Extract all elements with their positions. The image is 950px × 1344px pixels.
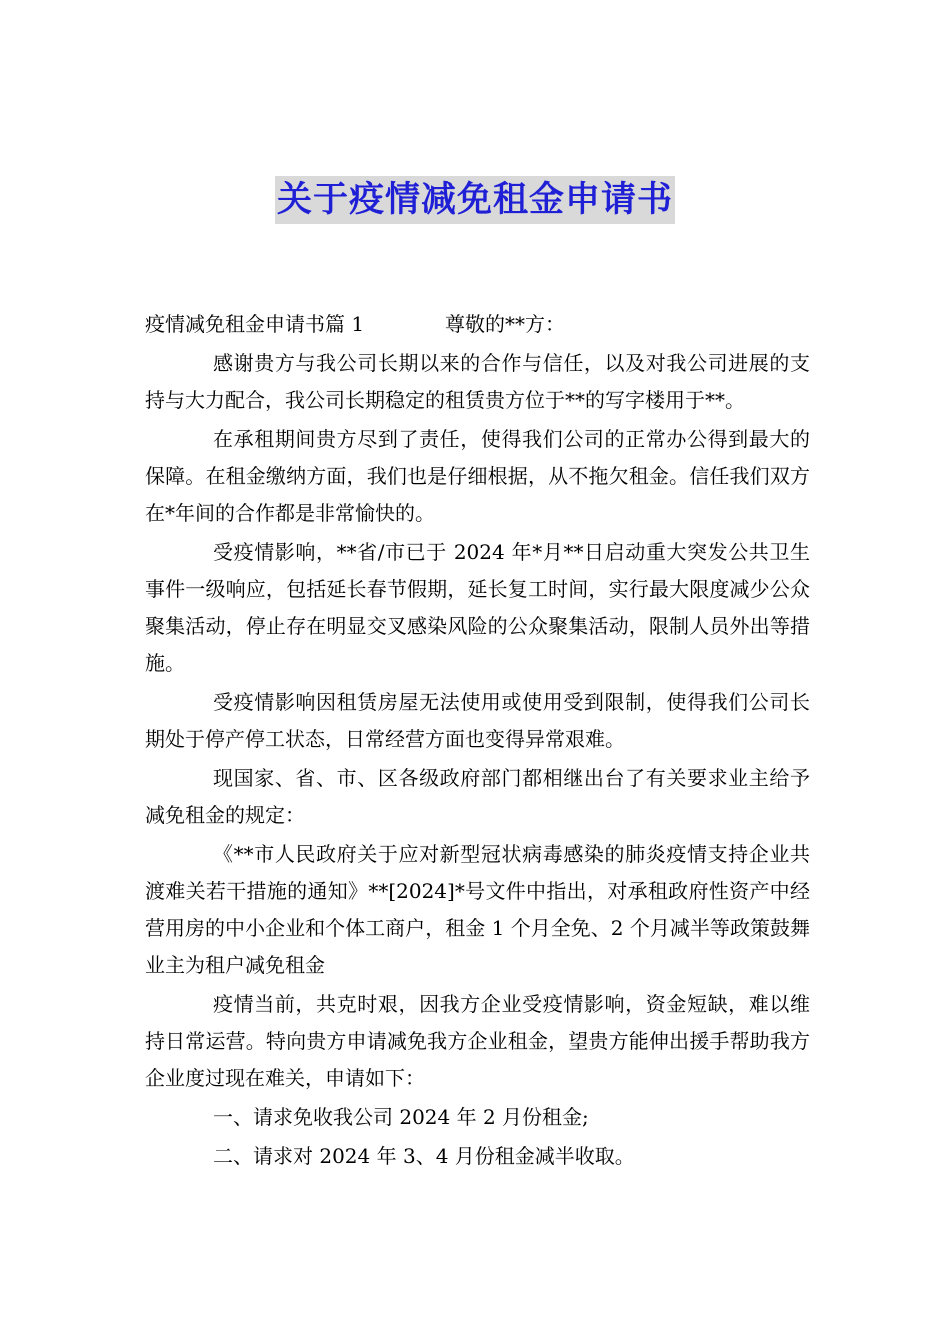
- document-title: 关于疫情减免租金申请书: [275, 176, 675, 224]
- request-item-2: 二、请求对 2024 年 3、4 月份租金减半收取。: [213, 1144, 635, 1168]
- paragraph-4: 受疫情影响因租赁房屋无法使用或使用受到限制，使得我们公司长期处于停产停工状态，日常经营方面也变得异常艰难。: [145, 690, 810, 751]
- salutation: 尊敬的**方：: [445, 312, 565, 336]
- paragraph-3: 受疫情影响，**省/市已于 2024 年*月**日启动重大突发公共卫生事件一级响应，包括延长春节假期，延长复工时间，实行最大限度减少公众聚集活动，停止存在明显交叉感染风险的公众聚集活动，限制人员外出等措施。: [145, 540, 810, 675]
- paragraph-5: 现国家、省、市、区各级政府部门都相继出台了有关要求业主给予减免租金的规定：: [145, 766, 810, 827]
- heading-line: [145, 306, 810, 343]
- paragraph-7: 疫情当前，共克时艰，因我方企业受疫情影响，资金短缺，难以维持日常运营。特向贵方申请减免我方企业租金，望贵方能伸出援手帮助我方企业度过现在难关，申请如下：: [145, 992, 810, 1090]
- section-heading: 疫情减免租金申请书篇 1: [145, 312, 365, 336]
- title-container: [0, 176, 950, 224]
- paragraph-2: 在承租期间贵方尽到了责任，使得我们公司的正常办公得到最大的保障。在租金缴纳方面，我们也是仔细根据，从不拖欠租金。信任我们双方在*年间的合作都是非常愉快的。: [145, 427, 810, 525]
- request-item-1: 一、请求免收我公司 2024 年 2 月份租金;: [213, 1105, 589, 1129]
- paragraph-6: 《**市人民政府关于应对新型冠状病毒感染的肺炎疫情支持企业共渡难关若干措施的通知》**[2024]*号文件中指出，对承租政府性资产中经营用房的中小企业和个体工商户，租金 1 个月全免、2 个月减半等政策鼓舞业主为租户减免租金: [145, 842, 810, 977]
- paragraph-1: 感谢贵方与我公司长期以来的合作与信任，以及对我公司进展的支持与大力配合，我公司长期稳定的租赁贵方位于**的写字楼用于**。: [145, 351, 810, 412]
- document-body: [145, 306, 810, 1177]
